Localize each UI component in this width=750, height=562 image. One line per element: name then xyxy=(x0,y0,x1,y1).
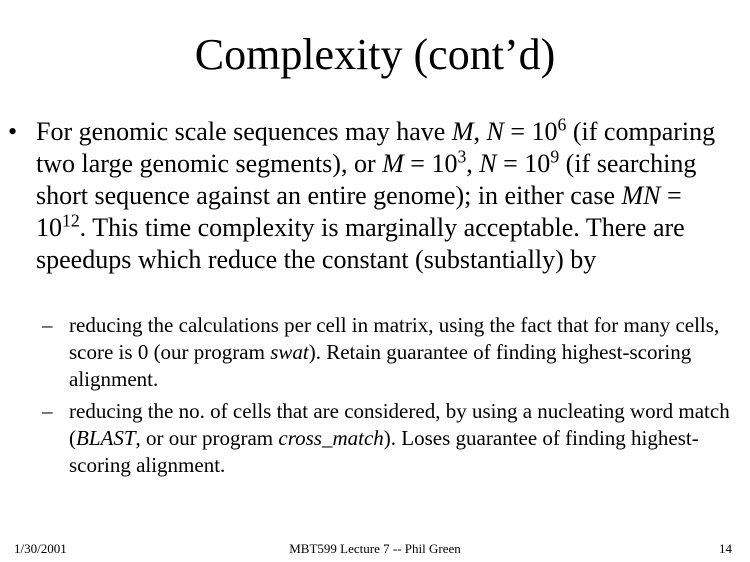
text-run: = 10 xyxy=(403,149,458,178)
main-bullet xyxy=(8,116,733,276)
text-run: , or our program xyxy=(135,426,279,450)
text-run: , xyxy=(473,117,487,146)
text-run: . This time complexity is marginally acceptable. There are speedups which reduce the constant (substantially) by xyxy=(36,213,685,274)
sub-bullet-swat xyxy=(42,312,737,393)
text-run: = 10 xyxy=(36,181,682,242)
variable-m: M xyxy=(451,117,474,146)
exponent: 9 xyxy=(550,146,560,167)
text-run: (if comparing two large genomic segments), or xyxy=(36,117,716,178)
exponent: 6 xyxy=(557,114,567,135)
sub-bullet-marker: – xyxy=(42,313,53,337)
sub-bullet-text xyxy=(69,312,737,393)
program-name: BLAST xyxy=(76,426,136,450)
variable-n: N xyxy=(479,149,497,178)
sub-bullet-blast xyxy=(42,398,737,479)
text-run: = 10 xyxy=(503,117,558,146)
page-number: 14 xyxy=(719,541,732,556)
text-run: ). Loses guarantee of finding highest-scoring alignment. xyxy=(69,426,699,477)
text-run: , xyxy=(466,149,480,178)
bullet-marker: • xyxy=(8,117,18,146)
slide-title: Complexity (cont’d) xyxy=(194,30,556,79)
sub-bullet-text xyxy=(69,398,737,479)
variable-m: M xyxy=(382,149,404,178)
text-run: (if searching short sequence against an entire genome); in either case xyxy=(36,149,697,210)
variable-n: N xyxy=(486,117,504,146)
text-run: reducing the no. of cells that are considered, by using a nucleating word match ( xyxy=(69,399,730,450)
exponent: 12 xyxy=(62,210,80,231)
footer-course: MBT599 Lecture 7 -- Phil Green xyxy=(289,541,461,556)
variable-mn: MN xyxy=(621,181,661,210)
text-run: For genomic scale sequences may have xyxy=(36,117,452,146)
exponent: 3 xyxy=(457,146,467,167)
sub-bullet-marker: – xyxy=(42,399,53,423)
main-bullet-text xyxy=(36,116,733,276)
text-run: = 10 xyxy=(496,149,551,178)
text-run: ). Retain guarantee of finding highest-scoring alignment. xyxy=(69,340,692,391)
program-name: cross_match xyxy=(278,426,384,450)
footer-date: 1/30/2001 xyxy=(14,541,67,556)
text-run: reducing the calculations per cell in matrix, using the fact that for many cells, score is 0 (our program xyxy=(69,313,720,364)
program-name: swat xyxy=(270,340,309,364)
